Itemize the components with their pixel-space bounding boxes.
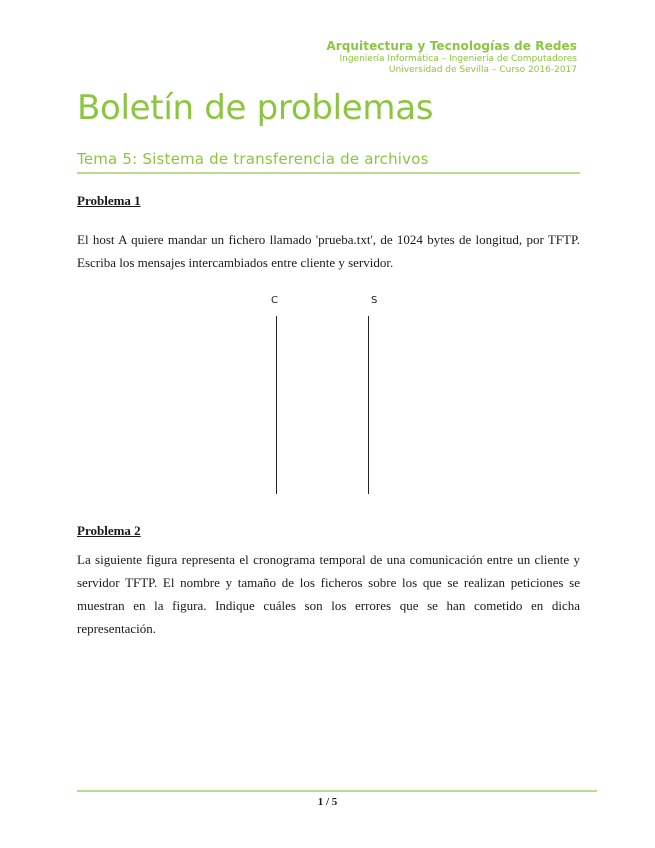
degree-name: Ingeniería Informática – Ingeniería de Computadores	[339, 54, 577, 64]
server-label: S	[371, 295, 378, 306]
server-timeline	[368, 316, 369, 494]
problem-1-text: El host A quiere mandar un fichero llamado 'prueba.txt', de 1024 bytes de longitud, por TFTP. Escriba los mensajes intercambiados entre cliente y servidor.	[77, 232, 580, 270]
footer-divider	[77, 790, 597, 792]
document-subtitle: Tema 5: Sistema de transferencia de archivos	[77, 150, 580, 174]
problem-2-heading: Problema 2	[77, 523, 141, 538]
university-course: Universidad de Sevilla – Curso 2016-2017	[388, 65, 577, 75]
client-timeline	[276, 316, 277, 494]
client-server-diagram	[260, 290, 400, 500]
page-header	[326, 38, 577, 76]
problem-2-text: La siguiente figura representa el cronograma temporal de una comunicación entre un cliente y servidor TFTP. El nombre y tamaño de los ficheros sobre los que se realizan peticiones se muestran en la figura. Indique cuáles son los errores que se han cometido en dicha representación.	[77, 552, 580, 636]
course-name: Arquitectura y Tecnologías de Redes	[326, 39, 577, 53]
page-number: 1 / 5	[317, 796, 338, 808]
problem-1-heading: Problema 1	[77, 193, 141, 208]
client-label: C	[271, 295, 278, 306]
document-title: Boletín de problemas	[77, 88, 434, 128]
